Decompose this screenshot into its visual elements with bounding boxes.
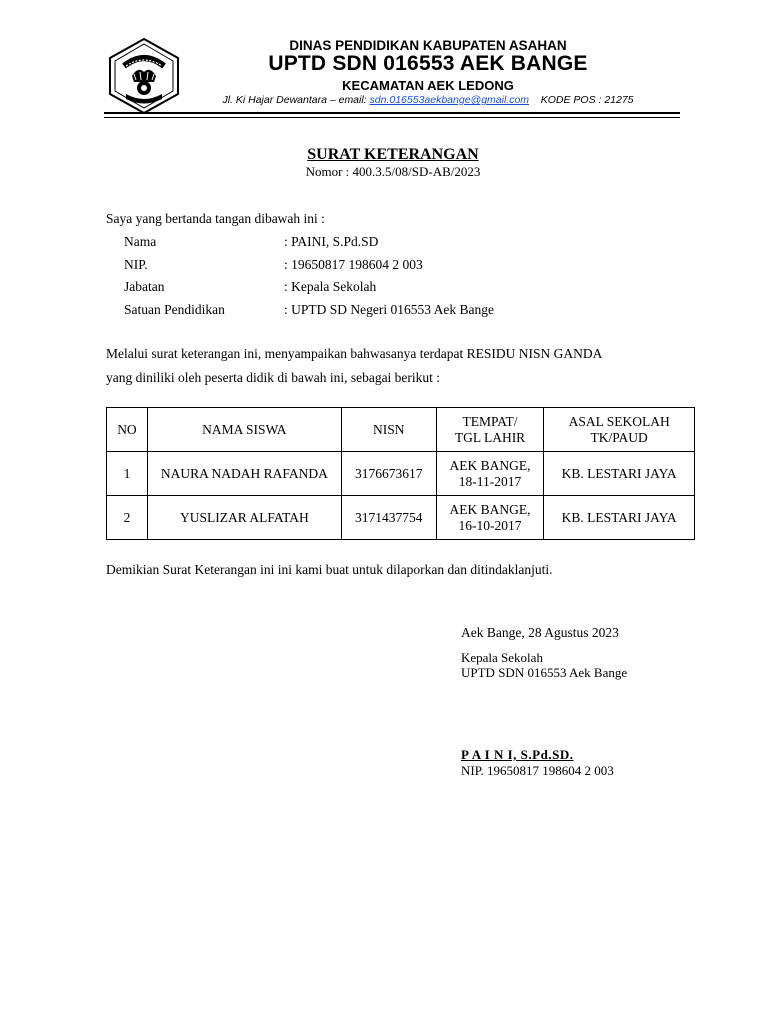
signatory-name: P A I N I, S.Pd.SD.: [461, 747, 574, 762]
letterhead-school-name: UPTD SDN 016553 AEK BANGE: [268, 52, 588, 75]
statement-line-1: Melalui surat keterangan ini, menyampaikan bahwasanya terdapat RESIDU NISN GANDA: [106, 346, 603, 361]
identity-value-position: : Kepala Sekolah: [284, 279, 377, 294]
statement-line-2: yang diniliki oleh peserta didik di bawah ini, sebagai berikut :: [106, 370, 441, 385]
identity-label-position: Jabatan: [124, 279, 165, 294]
table-row: [107, 496, 695, 540]
header-birth-line2: TGL LAHIR: [454, 429, 526, 445]
header-origin-line1: ASAL SEKOLAH: [568, 413, 670, 429]
letterhead-address: [178, 94, 678, 106]
header-nisn: NISN: [341, 408, 436, 452]
identity-value-name: : PAINI, S.Pd.SD: [284, 234, 379, 249]
cell-student-name: YUSLIZAR ALFATAH: [147, 496, 341, 540]
signature-role: Kepala Sekolah: [461, 650, 543, 665]
cell-birth-date: 16-10-2017: [458, 517, 522, 533]
letterhead-agency: DINAS PENDIDIKAN KABUPATEN ASAHAN: [289, 38, 567, 53]
cell-nisn: 3176673617: [341, 452, 436, 496]
student-table: [106, 407, 695, 540]
letterhead-thick-rule: [104, 112, 680, 114]
cell-birth-place: AEK BANGE,: [449, 501, 531, 517]
identity-label-unit: Satuan Pendidikan: [124, 302, 225, 317]
email-link[interactable]: sdn.016553aekbange@gmail.com: [369, 94, 530, 106]
cell-birth: [436, 452, 544, 496]
header-student-name: NAMA SISWA: [147, 408, 341, 452]
header-origin-school: [544, 408, 695, 452]
header-no: NO: [107, 408, 148, 452]
header-birth: [436, 408, 544, 452]
cell-origin-school: KB. LESTARI JAYA: [544, 452, 695, 496]
cell-birth-date: 18-11-2017: [458, 473, 522, 489]
table-header-row: [107, 408, 695, 452]
letterhead-thin-rule: [104, 117, 680, 118]
header-origin-line2: TK/PAUD: [590, 429, 648, 445]
intro-text: Saya yang bertanda tangan dibawah ini :: [106, 211, 325, 226]
cell-no: 1: [107, 452, 148, 496]
cell-student-name: NAURA NADAH RAFANDA: [147, 452, 341, 496]
identity-value-unit: : UPTD SD Negeri 016553 Aek Bange: [284, 302, 494, 317]
identity-label-nip: NIP.: [124, 257, 148, 272]
postal-code: KODE POS : 21275: [540, 94, 634, 106]
signature-institution: UPTD SDN 016553 Aek Bange: [461, 665, 628, 680]
letterhead-district: KECAMATAN AEK LEDONG: [342, 78, 514, 93]
letter-title: SURAT KETERANGAN: [307, 146, 479, 163]
address-street: Jl. Ki Hajar Dewantara – email:: [222, 94, 367, 106]
tut-wuri-handayani-logo: [104, 36, 184, 116]
closing-text: Demikian Surat Keterangan ini ini kami buat untuk dilaporkan dan ditindaklanjuti.: [106, 562, 553, 577]
signature-place-date: Aek Bange, 28 Agustus 2023: [461, 625, 619, 640]
identity-value-nip: : 19650817 198604 2 003: [284, 257, 423, 272]
cell-birth-place: AEK BANGE,: [449, 457, 531, 473]
table-row: [107, 452, 695, 496]
header-birth-line1: TEMPAT/: [462, 413, 518, 429]
signatory-nip: NIP. 19650817 198604 2 003: [461, 763, 614, 778]
cell-birth: [436, 496, 544, 540]
cell-no: 2: [107, 496, 148, 540]
identity-label-name: Nama: [124, 234, 157, 249]
cell-origin-school: KB. LESTARI JAYA: [544, 496, 695, 540]
letter-number: Nomor : 400.3.5/08/SD-AB/2023: [305, 164, 481, 179]
cell-nisn: 3171437754: [341, 496, 436, 540]
